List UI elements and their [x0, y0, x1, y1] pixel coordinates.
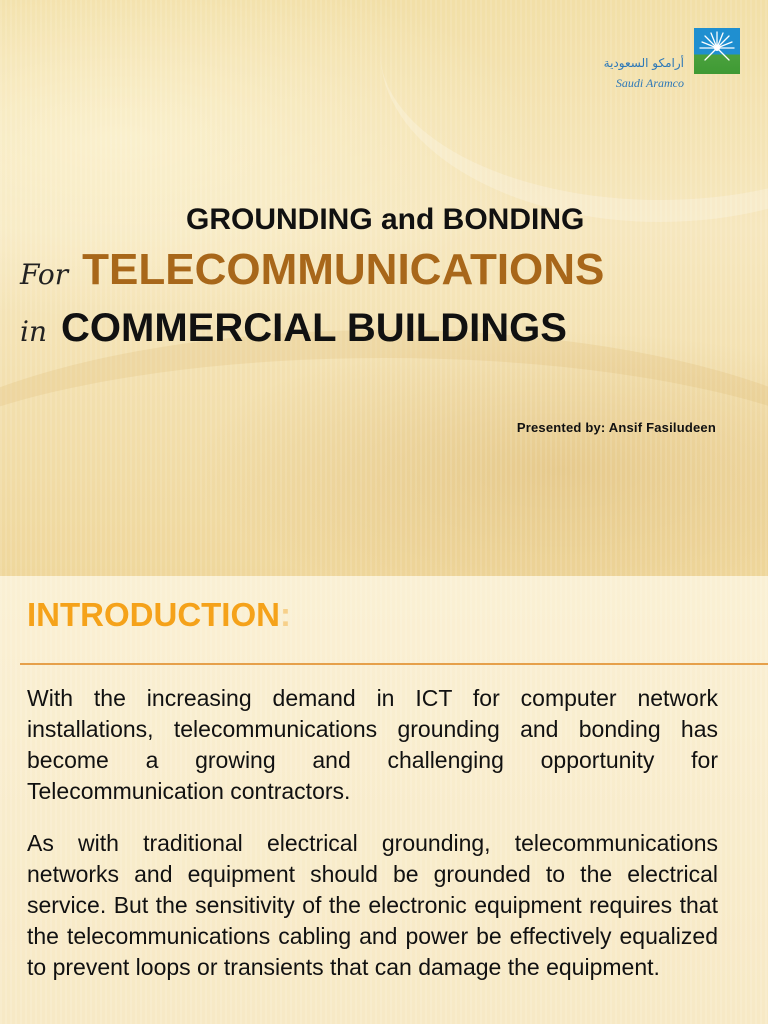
intro-paragraph-2: As with traditional electrical grounding, telecommunications networks and equipment should be grounded to the electrical service. But the sensitivity of the electronic equipment requires that the telecommunications cabling and power be effectively equalized to prevent loops or transients that can damage the equipment. — [27, 830, 718, 980]
introduction-heading-text: INTRODUCTION — [27, 596, 280, 633]
title-line-2 — [20, 245, 604, 295]
introduction-heading-colon: : — [279, 596, 291, 633]
title-prefix-for: For — [20, 258, 69, 291]
saudi-aramco-star-icon — [694, 28, 740, 74]
title-prefix-in: in — [20, 315, 47, 348]
presenter-credit: Presented by: Ansif Fasiludeen — [516, 420, 716, 435]
intro-paragraph-1: With the increasing demand in ICT for computer network installations, telecommunications grounding and bonding has become a growing and challenging opportunity for Telecommunication contractors. — [27, 685, 718, 804]
introduction-heading — [27, 596, 291, 634]
logo-arabic-name: أرامكو السعودية — [603, 56, 684, 70]
heading-divider — [20, 663, 768, 665]
background-swoosh — [0, 330, 768, 576]
logo-english-name: Saudi Aramco — [615, 76, 684, 90]
introduction-slide — [0, 576, 768, 1024]
title-commercial-buildings: COMMERCIAL BUILDINGS — [61, 306, 567, 350]
title-telecommunications: TELECOMMUNICATIONS — [82, 245, 605, 294]
title-line-1: GROUNDING and BONDING — [186, 203, 585, 236]
title-line-3 — [20, 306, 567, 351]
